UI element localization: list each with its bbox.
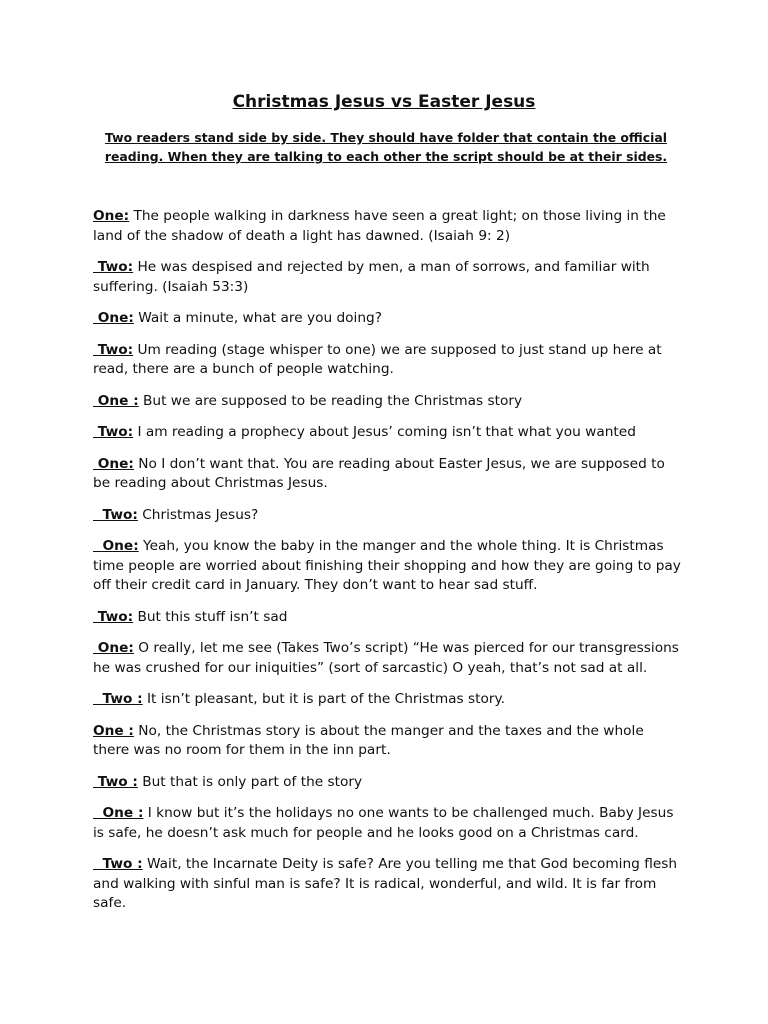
speaker-label: Two: [93, 506, 138, 523]
script-line [93, 423, 683, 443]
script-line [93, 309, 683, 329]
speaker-label: Two: [93, 608, 134, 625]
line-text: Christmas Jesus? [137, 506, 259, 523]
line-text: Wait, the Incarnate Deity is safe? Are you telling me that God becoming flesh and walking with sinful man is safe? It is radical, wonderful, and wild. It is far from safe. [93, 856, 678, 911]
speaker-label: Two: [93, 341, 134, 358]
stage-directions: Two readers stand side by side. They should have folder that contain the official reading. When they are talking to each other the script should be at their sides. [104, 130, 668, 164]
speaker-label: Two : [93, 856, 143, 872]
speaker-label: One : [93, 392, 139, 409]
line-text: O really, let me see (Takes Two’s script) “He was pierced for our transgressions he was crushed for our iniquities” (sort of sarcastic) O yeah, that’s not sad at all. [93, 640, 679, 676]
page-title: Christmas Jesus vs Easter Jesus [232, 92, 536, 112]
script-line [93, 392, 683, 412]
line-text: But we are supposed to be reading the Christmas story [138, 392, 523, 409]
line-text: Wait a minute, what are you doing? [133, 310, 382, 326]
script-line [93, 639, 683, 678]
line-text: It isn’t pleasant, but it is part of the Christmas story. [142, 691, 506, 707]
script-line [93, 455, 683, 494]
speaker-label: One: [93, 208, 130, 224]
script-line [93, 258, 683, 297]
script-line [93, 537, 683, 596]
script-line [93, 773, 683, 793]
line-text: Yeah, you know the baby in the manger and the whole thing. It is Christmas time people are worried about finishing their shopping and how they are going to pay off their credit card in January. They don’t want to hear sad stuff. [93, 538, 681, 593]
line-text: But that is only part of the story [137, 773, 363, 790]
script-body [93, 207, 683, 914]
script-line [93, 341, 683, 380]
line-text: I am reading a prophecy about Jesus’ coming isn’t that what you wanted [133, 424, 636, 440]
script-line [93, 690, 683, 710]
script-line [93, 608, 683, 628]
speaker-label: Two: [93, 424, 134, 440]
script-line [93, 855, 683, 914]
speaker-label: One: [93, 538, 139, 554]
line-text: He was despised and rejected by men, a man of sorrows, and familiar with suffering. (Isaiah 53:3) [93, 259, 650, 295]
line-text: But this stuff isn’t sad [133, 608, 288, 625]
line-text: I know but it’s the holidays no one wants to be challenged much. Baby Jesus is safe, he doesn’t ask much for people and he looks good on a Christmas card. [93, 805, 674, 841]
line-text: No, the Christmas story is about the manger and the taxes and the whole there was no room for them in the inn part. [93, 722, 644, 758]
speaker-label: One : [93, 805, 144, 821]
speaker-label: Two : [93, 691, 143, 707]
script-line [93, 722, 683, 761]
speaker-label: Two: [93, 259, 134, 275]
speaker-label: One: [93, 640, 134, 656]
line-text: No I don’t want that. You are reading about Easter Jesus, we are supposed to be reading about Christmas Jesus. [93, 455, 665, 491]
script-line [93, 804, 683, 843]
line-text: The people walking in darkness have seen a great light; on those living in the land of the shadow of death a light has dawned. (Isaiah 9: 2) [93, 208, 666, 244]
speaker-label: One : [93, 722, 134, 739]
script-line [93, 506, 683, 526]
line-text: Um reading (stage whisper to one) we are supposed to just stand up here at read, there are a bunch of people watching. [93, 341, 662, 377]
speaker-label: One: [93, 310, 134, 326]
script-line [93, 207, 683, 246]
speaker-label: One: [93, 455, 134, 472]
speaker-label: Two : [93, 773, 138, 790]
